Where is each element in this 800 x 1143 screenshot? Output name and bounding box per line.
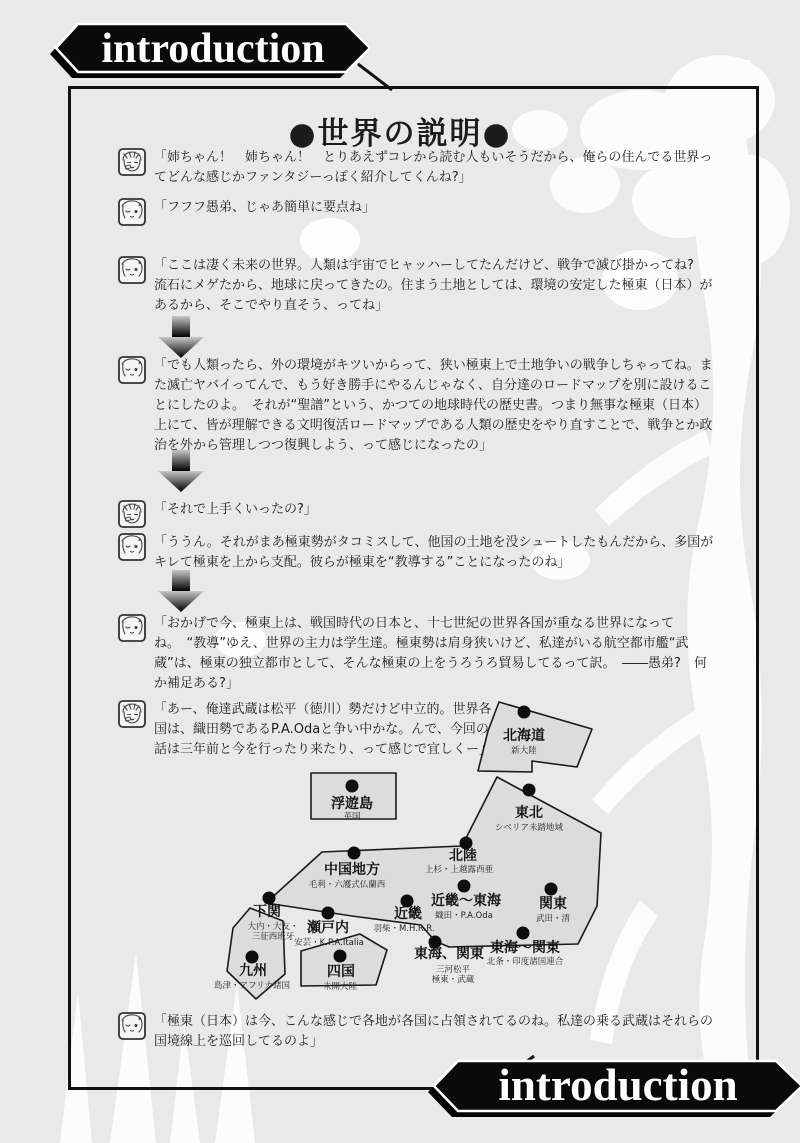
dialogue-row xyxy=(118,198,716,226)
map-region-name: 中国地方 xyxy=(324,862,380,878)
map-region-subtitle: 未開大陸 xyxy=(322,982,358,992)
map-region-subtitle: 上杉・上越露西亜 xyxy=(424,865,494,875)
map-region-name: 下関 xyxy=(253,904,281,920)
map-dot-icon xyxy=(346,780,359,793)
map-region-name: 関東 xyxy=(539,896,567,912)
map-dot-icon xyxy=(458,880,471,893)
map-dot-icon xyxy=(322,907,335,920)
map-region-subtitle: シベリア未踏地域 xyxy=(494,823,564,833)
map-region-subtitle: 安芸・K.P.A.Italia xyxy=(294,938,364,948)
dialogue-row xyxy=(118,533,716,573)
map-region-subtitle: 極東・武蔵 xyxy=(431,975,475,985)
map-region-name: 東海、関東 xyxy=(414,946,484,962)
map-region-subtitle: 島津・アフリカ諸国 xyxy=(213,981,291,991)
dialogue-row xyxy=(118,148,716,188)
speaker-avatar-icon xyxy=(118,1012,146,1040)
map-region-name: 北陸 xyxy=(449,848,477,864)
speaker-avatar-icon xyxy=(118,148,146,176)
dialogue-text: 「それで上手くいったの?」 xyxy=(154,502,317,517)
map-region-name: 北海道 xyxy=(503,728,545,744)
dialogue-row xyxy=(118,614,716,694)
speaker-avatar-icon xyxy=(118,500,146,528)
map-region-name: 浮遊島 xyxy=(331,796,373,812)
dialogue-row xyxy=(118,256,716,316)
map-region-subtitle: 三河松平 xyxy=(435,965,471,975)
map-region-subtitle: 大内・大友・ xyxy=(247,922,299,932)
speaker-avatar-icon xyxy=(118,256,146,284)
bottom-banner xyxy=(426,1054,800,1122)
map-region-subtitle: 織田・P.A.Oda xyxy=(435,911,493,921)
map-region-name: 九州 xyxy=(239,963,267,979)
dialogue-text: 「フフフ愚弟、じゃあ簡単に要点ね」 xyxy=(154,200,376,215)
map-region-subtitle: 毛利・六護式仏蘭西 xyxy=(308,880,386,890)
map-region-subtitle: 羽柴・M.H.R.R. xyxy=(373,924,435,934)
map-dot-icon xyxy=(263,892,276,905)
page-title: ●世界の説明● xyxy=(288,116,512,152)
map-dot-icon xyxy=(348,847,361,860)
dialogue-row xyxy=(118,700,500,760)
map-region-subtitle: 新大陸 xyxy=(511,746,537,756)
dialogue-text: 「あー、俺達武蔵は松平（徳川）勢だけど中立的。世界各国は、織田勢であるP.A.Odaと争い中かな。んで、今回の話は三年前と今を行ったり来たり、って感じで宜しくー」 xyxy=(154,702,493,757)
map-dot-icon xyxy=(518,706,531,719)
map-region-name: 東北 xyxy=(515,805,543,821)
map-region-subtitle: 三征西班牙 xyxy=(251,932,295,942)
dialogue-text: 「ここは凄く未来の世界。人類は宇宙でヒャッハーしてたんだけど、戦争で滅び掛かってね? 流石にメゲたから、地球に戻ってきたの。住まう土地としては、環境の安定した極東（日本）があるから、そこでやり直そう、ってね」 xyxy=(154,258,713,313)
map-dot-icon xyxy=(545,883,558,896)
speaker-avatar-icon xyxy=(118,700,146,728)
down-arrow-icon xyxy=(158,316,204,358)
speaker-avatar-icon xyxy=(118,198,146,226)
speaker-avatar-icon xyxy=(118,533,146,561)
dialogue-text: 「ううん。それがまあ極東勢がタコミスして、他国の土地を没シュートしたもんだから、多国がキレて極東を上から支配。彼らが極東を“教導する”ことになったのね」 xyxy=(154,535,714,570)
map-region-name: 近畿～東海 xyxy=(431,893,501,909)
top-banner-label: introduction xyxy=(101,26,325,72)
map-region-subtitle: 英国 xyxy=(343,812,361,822)
speaker-avatar-icon xyxy=(118,614,146,642)
map-dot-icon xyxy=(523,784,536,797)
dialogue-row xyxy=(118,356,716,456)
map-dot-icon xyxy=(334,950,347,963)
dialogue-row xyxy=(118,500,716,528)
map-region-name: 近畿 xyxy=(394,906,422,922)
map-dot-icon xyxy=(517,927,530,940)
down-arrow-icon xyxy=(158,570,204,612)
down-arrow-icon xyxy=(158,450,204,492)
speaker-avatar-icon xyxy=(118,356,146,384)
bottom-banner-label: introduction xyxy=(498,1060,738,1110)
map-region-name: 東海～関東 xyxy=(490,940,560,956)
map-region-name: 瀬戸内 xyxy=(307,920,349,936)
top-banner xyxy=(48,18,370,82)
map-region-subtitle: 武田・清 xyxy=(535,914,571,924)
map-region-name: 四国 xyxy=(327,964,355,980)
dialogue-text: 「姉ちゃん！ 姉ちゃん！ とりあえずコレから読む人もいそうだから、俺らの住んでる世界ってどんな感じかファンタジーっぽく紹介してくんね?」 xyxy=(154,150,713,185)
dialogue-text: 「おかげで今、極東上は、戦国時代の日本と、十七世紀の世界各国が重なる世界になってね。 “教導”ゆえ、世界の主力は学生達。極東勢は肩身狭いけど、私達がいる航空都市艦“武蔵”は、極東の独立都市として、そんな極東の上をうろうろ貿易してるって訳。 ――愚弟? 何か補足ある?」 xyxy=(154,616,707,691)
dialogue-row xyxy=(118,1012,716,1052)
map-region-subtitle: 北条・印度諸国連合 xyxy=(486,957,564,967)
map-dot-icon xyxy=(246,951,259,964)
dialogue-text: 「極東（日本）は今、こんな感じで各地が各国に占領されてるのね。私達の乗る武蔵はそれらの国境線上を巡回してるのよ」 xyxy=(154,1014,714,1049)
dialogue-text: 「でも人類ったら、外の環境がキツいからって、狭い極東上で土地争いの戦争しちゃってね。また滅亡ヤバイってんで、もう好き勝手にやるんじゃなく、自分達のロードマップを別に設けることにしたのよ。 それが“聖譜”という、かつての地球時代の歴史書。つまり無事な極東（日本）上にて、皆が理解できる文明復活ロードマップである人類の歴史をやり直すことで、戦争とか政治を外から管理しつつ復興しよう、って感じになったの」 xyxy=(154,358,713,453)
